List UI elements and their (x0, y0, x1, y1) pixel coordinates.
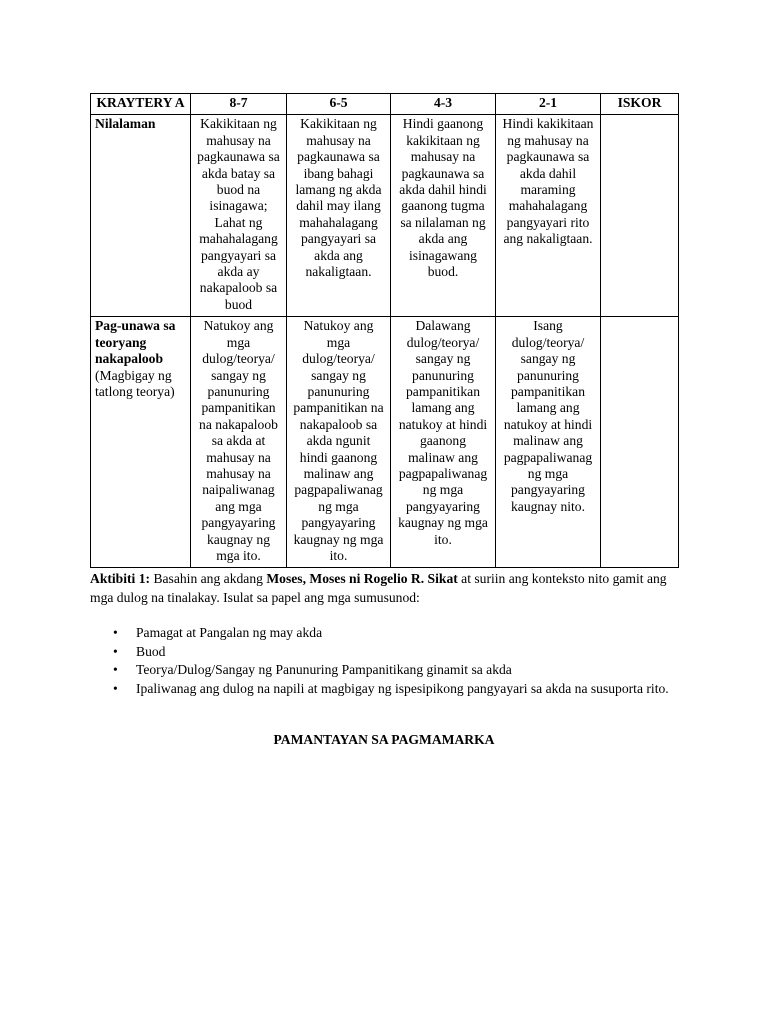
header-score-2-1: 2-1 (496, 94, 601, 115)
header-criteria: KRAYTERY A (91, 94, 191, 115)
header-score-4-3: 4-3 (391, 94, 496, 115)
bullet-icon: • (113, 643, 118, 659)
bullet-icon: • (113, 662, 118, 678)
criterion-cell (91, 317, 191, 568)
header-score-6-5: 6-5 (287, 94, 391, 115)
task-text: Teorya/Dulog/Sangay ng Panunuring Pampanitikang ginamit sa akda (136, 662, 512, 678)
activity-instructions (90, 570, 690, 607)
task-text: Pamagat at Pangalan ng may akda (136, 625, 323, 640)
list-item (90, 624, 710, 643)
criterion-cell (91, 115, 191, 317)
list-item (90, 661, 710, 680)
descriptor-6-5: Kakikitaan ng mahusay na pagkaunawa sa ibang bahagi lamang ng akda dahil may ilang mahahalagang pangyayari sa akda ang nakaligtaan. (287, 115, 391, 317)
descriptor-6-5: Natukoy ang mga dulog/teorya/ sangay ng panunuring pampanitikan na nakapaloob sa akda ngunit hindi gaanong malinaw ang pagpapaliwanag ng mga pangyayaring kaugnay ng mga ito. (287, 317, 391, 568)
header-iskor: ISKOR (601, 94, 679, 115)
rubric-table (90, 93, 679, 568)
bullet-icon: • (113, 625, 118, 640)
list-item (90, 643, 710, 662)
header-score-8-7: 8-7 (191, 94, 287, 115)
descriptor-2-1: Hindi kakikitaan ng mahusay na pagkaunawa sa akda dahil maraming mahahalagang pangyayari rito ang nakaligtaan. (496, 115, 601, 317)
activity-text-before: Basahin ang akdang (150, 571, 267, 586)
activity-work-title: Moses, Moses ni Rogelio R. Sikat (266, 571, 458, 586)
descriptor-8-7: Kakikitaan ng mahusay na pagkaunawa sa akda batay sa buod na isinagawa; Lahat ng mahahalagang pangyayari sa akda ay nakapaloob sa buod (191, 115, 287, 317)
task-text: Buod (136, 643, 166, 659)
criterion-title: Nilalaman (95, 116, 156, 132)
criterion-title: Pag-unawa sa teoryang nakapaloob (95, 318, 176, 367)
iskor-cell (601, 115, 679, 317)
section-title: PAMANTAYAN SA PAGMAMARKA (273, 732, 495, 747)
bullet-icon: • (113, 680, 118, 696)
descriptor-2-1: Isang dulog/teorya/ sangay ng panunuring pampanitikan lamang ang natukoy at hindi malinaw ang pagpapaliwanag ng mga pangyayaring kaugnay nito. (496, 317, 601, 568)
rubric-header-row (91, 94, 679, 115)
descriptor-4-3: Hindi gaanong kakikitaan ng mahusay na pagkaunawa sa akda dahil hindi gaanong tugma sa nilalaman ng akda ang isinagawang buod. (391, 115, 496, 317)
iskor-cell (601, 317, 679, 568)
task-list (90, 624, 710, 698)
task-text: Ipaliwanag ang dulog na napili at magbigay ng ispesipikong pangyayari sa akda na susuporta rito. (136, 680, 669, 696)
descriptor-4-3: Dalawang dulog/teorya/ sangay ng panunuring pampanitikan lamang ang natukoy at hindi gaanong malinaw ang pagpapaliwanag ng mga pangyayaring kaugnay ng mga ito. (391, 317, 496, 568)
rubric-row-pag-unawa (91, 317, 679, 568)
list-item (90, 680, 710, 699)
rubric-row-nilalaman (91, 115, 679, 317)
descriptor-8-7: Natukoy ang mga dulog/teorya/ sangay ng panunuring pampanitikan na nakapaloob sa akda at mahusay na mahusay na naipaliwanag ang mga pangyayaring kaugnay ng mga ito. (191, 317, 287, 568)
activity-label: Aktibiti 1: (90, 571, 151, 586)
criterion-note: (Magbigay ng tatlong teorya) (95, 367, 175, 399)
activity-text-after: at suriin ang konteksto nito gamit ang mga dulog na tinalakay. Isulat sa papel ang mga sumusunod: (90, 571, 667, 605)
activity-paragraph (90, 570, 690, 607)
